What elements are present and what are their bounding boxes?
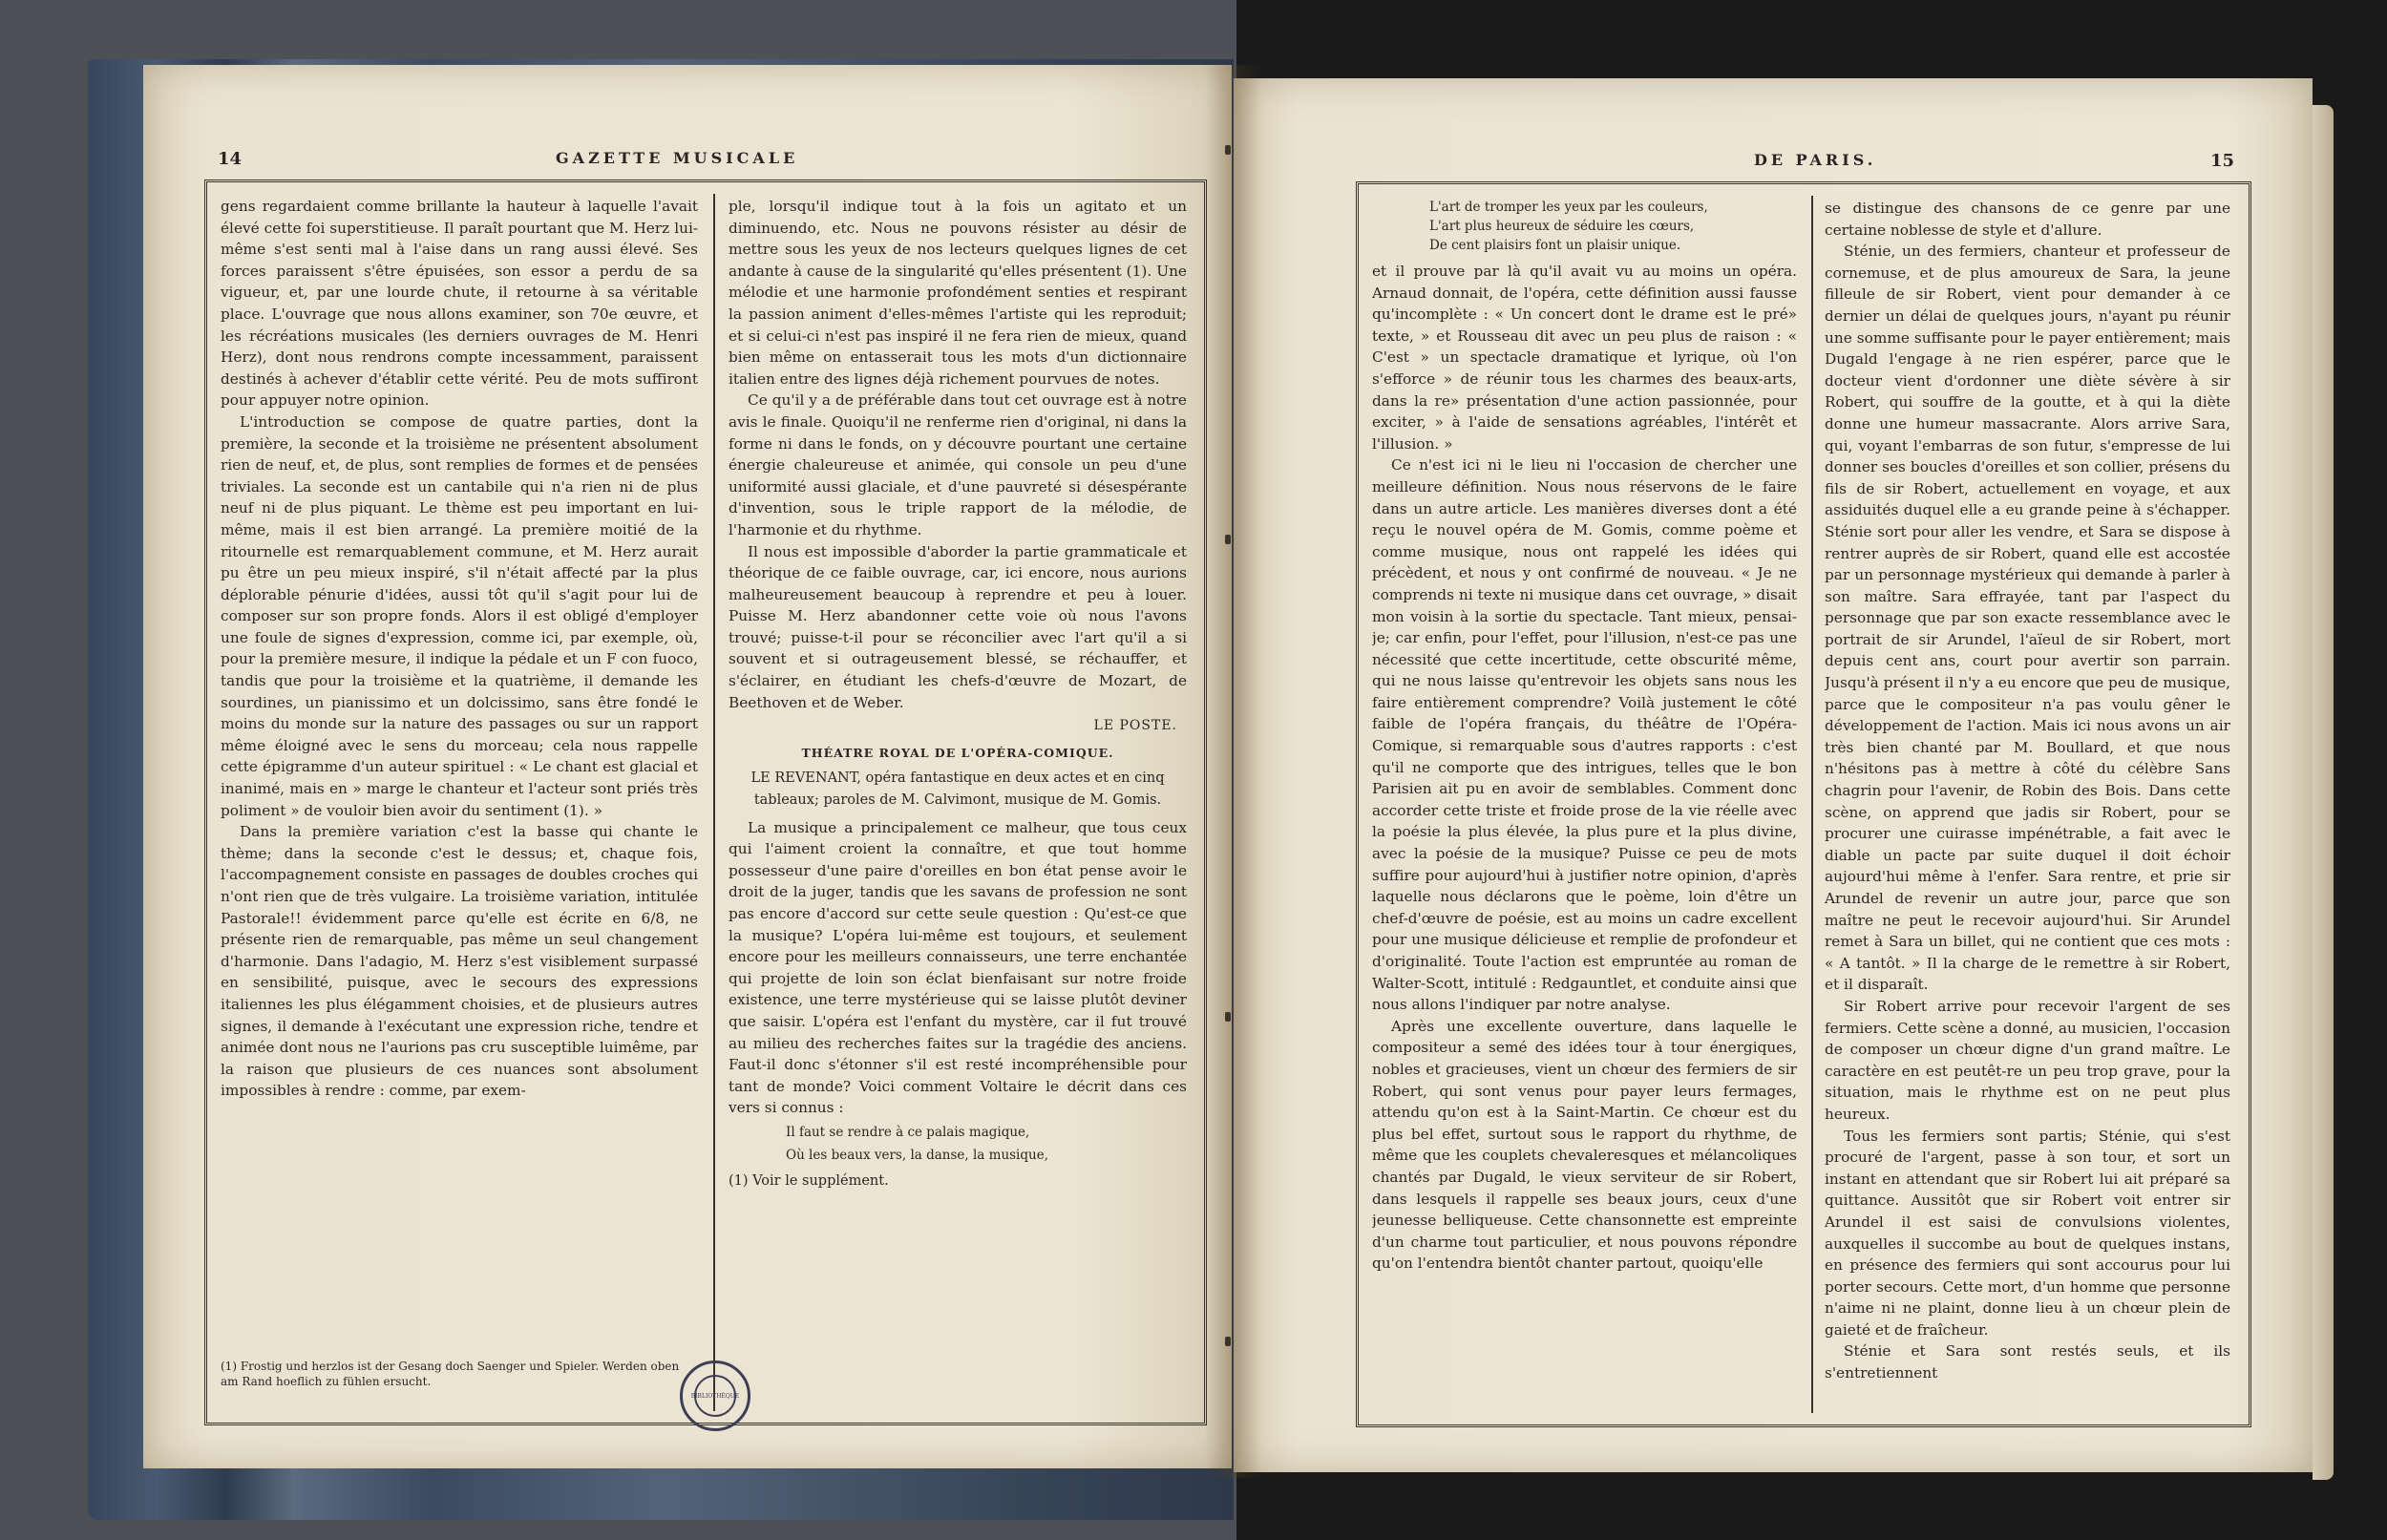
paragraph: gens regardaient comme brillante la hauteur à laquelle l'avait élevé cette foi superstitieuse. Il paraît pourtant que M. Herz lui-même s'est senti mal à l'aise dans un rang aussi élevé. Ses forces paraissent s'être épuisées, son essor a perdu de sa vigueur, et, par une lourde chute, il retourne à sa véritable place. L'ouvrage que nous allons examiner, son 70e œuvre, et les récréations musicales (les derniers ouvrages de M. Henri Herz), dont nous rendrons compte incessamment, paraissent destinés à achever d'établir cette vérité. Peu de mots suffiront pour appuyer notre opinion. bbox=[221, 198, 698, 410]
column-divider bbox=[713, 194, 715, 1411]
paragraph: Ce qu'il y a de préférable dans tout cet ouvrage est à notre avis le finale. Quoiqu'il ne renferme rien d'original, ni dans la forme ni dans le fonds, on y découvre pourtant une certaine énergie chaleureuse et animée, qui console un peu d'une uniformité aussi glaciale, et d'une pauvreté si désespérante d'invention, sous le triple rapport de la mélodie, de l'harmonie et du rhythme. bbox=[729, 391, 1187, 538]
left-page bbox=[143, 65, 1232, 1468]
binding-stitch bbox=[1225, 1012, 1231, 1022]
paragraph: La musique a principalement ce malheur, que tous ceux qui l'aiment croient la connaître, et que tout homme possesseur d'une paire d'oreilles en bon état pense avoir le droit de la juger, tandis que les savans de profession ne sont pas encore d'accord sur cette seule question : Qu'est-ce que la musique? L'opéra lui-même est toujours, et seulement encore pour les meilleurs connaisseurs, une terre enchantée qui projette de loin son éclat bienfaisant sur notre froide existence, une terre mystérieuse qui se laisse plutôt deviner que saisir. L'opéra est l'enfant du mystère, car il fut trouvé au milieu des recherches faites sur la tragédie des anciens. Faut-il donc s'étonner s'il est resté incompréhensible pour tant de monde? Voici comment Voltaire le décrit dans ces vers si connus : bbox=[729, 818, 1187, 1117]
binding-stitch bbox=[1225, 535, 1231, 544]
paragraph: Il nous est impossible d'aborder la partie grammaticale et théorique de ce faible ouvrage, car, ici encore, nous aurions malheureusement beaucoup à reprendre et peu à louer. Puisse M. Herz abandonner cette voie où nous l'avons trouvé; puisse-t-il pour se réconcilier avec l'art qu'il a si souvent et si outrageusement blessé, se réchauffer, et s'éclairer, en étudiant les chefs-d'œuvre de Mozart, de Beethoven et de Weber. bbox=[729, 542, 1187, 711]
column-divider bbox=[1811, 196, 1813, 1413]
paragraph: Ce n'est ici ni le lieu ni l'occasion de chercher une meilleure définition. Nous nous réservons de le faire dans un autre article. Les manières diverses dont a été reçu le nouvel opéra de M. Gomis, comme poème et comme musique, nous ont rappelé les idées qui précèdent, et nous y ont confirmé de nouveau. « Je ne comprends ni texte ni musique dans cet ouvrage, » disait mon voisin à la sortie du spectacle. Tant mieux, pensai-je; car enfin, pour l'effet, pour l'illusion, n'est-ce pas une nécessité que cette incertitude, cette obscurité même, qui ne nous laisse qu'entrevoir les objets sans nous les faire entièrement comprendre? Voilà justement le côté faible de l'opéra français, du théâtre de l'Opéra-Comique, si remarquable sous d'autres rapports : c'est qu'il ne comporte que des intrigues, telles que le bon Parisien ait pu en avoir de semblables. Comment donc accorder cette triste et froide prose de la vie réelle avec la poésie la plus élevée, la plus pure et la plus divine, avec la poésie de la musique? Puisse ce peu de mots suffire pour aujourd'hui à justifier notre opinion, d'après laquelle nous déclarons que le poème, loin d'être un chef-d'œuvre de poésie, est au moins un cadre excellent pour une musique délicieuse et remplie de profondeur et d'originalité. Toute l'action est empruntée au roman de Walter-Scott, intitulé : Redgauntlet, et conduite ainsi que nous allons l'indiquer par notre analyse. bbox=[1372, 456, 1797, 1014]
paragraph: Sténie et Sara sont restés seuls, et ils s'entretiennent bbox=[1825, 1342, 2230, 1382]
paragraph: et il prouve par là qu'il avait vu au moins un opéra. Arnaud donnait, de l'opéra, cette définition aussi fausse qu'incomplète : « Un concert dont le drame est le pré» texte, » et Rousseau dit avec un peu plus de raison : « C'est » un spectacle dramatique et lyrique, où l'on s'efforce » de réunir tous les charmes des beaux-arts, dans la re» présentation d'une action passionnée, pour exciter, » à l'aide de sensations agréables, l'intérêt et l'illusion. » bbox=[1372, 263, 1797, 453]
book-gutter bbox=[1205, 65, 1262, 1478]
running-head-left: GAZETTE MUSICALE bbox=[556, 149, 799, 167]
footnote-right: (1) Voir le supplément. bbox=[729, 1172, 889, 1189]
page-number-left: 14 bbox=[218, 149, 243, 169]
signature: LE POSTE. bbox=[1093, 718, 1177, 734]
verse-line: Où les beaux vers, la danse, la musique, bbox=[786, 1147, 1048, 1163]
library-stamp bbox=[680, 1361, 750, 1431]
stamp-center: BIBLIOTHÈQUE bbox=[694, 1375, 736, 1417]
verse-line: L'art de tromper les yeux par les couleurs, bbox=[1429, 200, 1708, 215]
paragraph: L'introduction se compose de quatre parties, dont la première, la seconde et la troisième ne présentent absolument rien de neuf, et, de plus, sont remplies de formes et de pensées triviales. La seconde est un cantabile qui n'a rien ni de plus neuf ni de plus piquant. Le thème est peu important en lui-même, mais il est bien arrangé. La première moitié de la ritournelle est remarquablement commune, et M. Herz aurait pu être un peu mieux inspiré, s'il n'était affecté par la plus déplorable pénurie d'idées, aussi tôt qu'il s'agit pour lui de composer sur son propre fonds. Alors il est obligé d'employer une foule de signes d'expression, comme ici, par exemple, où, pour la première mesure, il indique la pédale et un F con fuoco, tandis que pour la troisième et la quatrième, il demande les sourdines, un pianissimo et un dolcissimo, sans être fondé le moins du monde sur la nature des passages ou sur un rapport même éloigné avec le sens du morceau; cela nous rappelle cette épigramme d'un auteur spirituel : « Le chant est glacial et inanimé, mais en » marge le chanteur et l'acteur sont priés très poliment » de vouloir bien avoir du sentiment (1). » bbox=[221, 412, 698, 819]
paragraph: ple, lorsqu'il indique tout à la fois un agitato et un diminuendo, etc. Nous ne pouvons résister au désir de mettre sous les yeux de nos lecteurs quelques lignes de cet andante à cause de la singularité qu'elles présentent (1). Une mélodie et une harmonie profondément senties et respirant la passion animent d'elles-mêmes l'artiste qui les reproduit; et si celui-ci n'est pas inspiré il ne fera rien de mieux, quand bien même on entasserait tous les mots d'un dictionnaire italien entre des lignes déjà richement pourvues de notes. bbox=[729, 198, 1187, 388]
right-column-2 bbox=[1825, 198, 2230, 1411]
page-number-right: 15 bbox=[2210, 151, 2235, 171]
footnote-left: (1) Frostig und herzlos ist der Gesang doch Saenger und Spieler. Werden oben am Rand hoeflich zu fühlen ersucht. bbox=[221, 1360, 680, 1388]
left-column-2 bbox=[729, 196, 1187, 1409]
page-edge bbox=[2313, 105, 2334, 1480]
verse-line: De cent plaisirs font un plaisir unique. bbox=[1429, 238, 1681, 253]
section-subtitle: LE REVENANT, opéra fantastique en deux actes et en cinq tableaux; paroles de M. Calvimont, musique de M. Gomis. bbox=[750, 770, 1165, 809]
paragraph: Tous les fermiers sont partis; Sténie, qui s'est procuré de l'argent, passe à son tour, et sort un instant en attendant que sir Robert lui ait préparé sa quittance. Aussitôt que sir Robert voit entrer sir Arundel il est saisi de convulsions violentes, auxquelles il succombe au bout de quelques instans, en présence des fermiers qui sont accourus pour lui porter secours. Cette mort, d'un homme que personne n'aime ni ne plaint, donne lieu à un chœur plein de gaieté et de fraîcheur. bbox=[1825, 1127, 2230, 1339]
binding-stitch bbox=[1225, 1337, 1231, 1346]
left-column-1 bbox=[221, 196, 698, 1409]
running-head-right: DE PARIS. bbox=[1754, 151, 1877, 169]
paragraph: Après une excellente ouverture, dans laquelle le compositeur a semé des idées tour à tour énergiques, nobles et gracieuses, vient un chœur des fermiers de sir Robert, qui sont venus pour payer leurs fermages, attendu qu'on est à la Saint-Martin. Ce chœur est du plus bel effet, surtout sous le rapport du rhythme, de même que les couplets chevaleresques et mélancoliques chantés par Dugald, le vieux serviteur de sir Robert, dans lesquels il rappelle ses beaux jours, ceux d'une jeunesse belliqueuse. Cette chansonnette est empreinte d'un charme tout particulier, et nous pouvons répondre qu'on l'entendra bientôt chanter partout, quoiqu'elle bbox=[1372, 1017, 1797, 1273]
paragraph: se distingue des chansons de ce genre par une certaine noblesse de style et d'allure. bbox=[1825, 200, 2230, 239]
verse-line: L'art plus heureux de séduire les cœurs, bbox=[1429, 219, 1695, 234]
right-page bbox=[1234, 78, 2313, 1472]
paragraph: Sir Robert arrive pour recevoir l'argent de ses fermiers. Cette scène a donné, au musicien, l'occasion de composer un chœur digne d'un grand maître. Le caractère en est peutêt-re un peu trop grave, pour la situation, mais le rhythme est on ne peut plus heureux. bbox=[1825, 997, 2230, 1123]
paragraph: Sténie, un des fermiers, chanteur et professeur de cornemuse, et de plus amoureux de Sara, la jeune filleule de sir Robert, vient pour demander à ce dernier un délai de quelques jours, n'ayant pu réunir une somme suffisante pour le payer entièrement; mais Dugald l'engage à ne rien espérer, parce que le docteur vient d'ordonner une diète sévère à sir Robert, qui souffre de la goutte, et à qui la diète donne une humeur massacrante. Alors arrive Sara, qui, voyant l'embarras de son futur, s'empresse de lui donner ses boucles d'oreilles et son collier, présens du fils de sir Robert, actuellement en voyage, et aux assiduités duquel elle a eu grande peine à s'échapper. Sténie sort pour aller les vendre, et Sara se dispose à rentrer auprès de sir Robert, quand elle est accostée par un personnage mystérieux qui demande à parler à son maître. Sara effrayée, tant par l'aspect du personnage que par son exacte ressemblance avec le portrait de sir Arundel, l'aïeul de sir Robert, mort depuis cent ans, court pour avertir son parrain. Jusqu'à présent il n'y a eu encore que peu de musique, parce que le compositeur n'a pas voulu gêner le développement de l'action. Mais ici nous avons un air très bien chanté par M. Boullard, et que nous n'hésitons pas à mettre à côté du célèbre Sans chagrin pour l'avenir, de Robin des Bois. Dans cette scène, on apprend que jadis sir Robert, pour se procurer une cuirasse impénétrable, a fait avec le diable un pacte par suite duquel il doit échoir aujourd'hui même à l'enfer. Sara rentre, et prie sir Arundel de revenir un autre jour, parce que son maître ne peut le recevoir aujourd'hui. Sir Arundel remet à Sara un billet, qui ne contient que ces mots : « A tantôt. » Il la charge de le remettre à sir Robert, et il disparaît. bbox=[1825, 243, 2230, 994]
paragraph: Dans la première variation c'est la basse qui chante le thème; dans la seconde c'est le dessus; et, chaque fois, l'accompagnement consiste en passages de doubles croches qui n'ont rien que de très vulgaire. La troisième variation, intitulée Pastorale!! évidemment parce qu'elle est écrite en 6/8, ne présente rien de remarquable, pas même un seul changement d'harmonie. Dans l'adagio, M. Herz s'est visiblement surpassé en sensibilité, puisque, avec le secours des expressions italiennes les plus élégamment choisies, et de plusieurs autres signes, il demande à l'exécutant une expression riche, tendre et animée dont nous ne l'aurions pas cru susceptible luimême, par la raison que plusieurs de ces nuances sont absolument impossibles à rendre : comme, par exem- bbox=[221, 823, 698, 1100]
left-text-frame bbox=[204, 179, 1207, 1425]
section-heading: THÉATRE ROYAL DE L'OPÉRA-COMIQUE. bbox=[801, 745, 1114, 760]
right-column-1 bbox=[1372, 198, 1797, 1411]
verse-line: Il faut se rendre à ce palais magique, bbox=[786, 1124, 1030, 1140]
binding-stitch bbox=[1225, 145, 1231, 155]
right-text-frame bbox=[1356, 181, 2251, 1427]
